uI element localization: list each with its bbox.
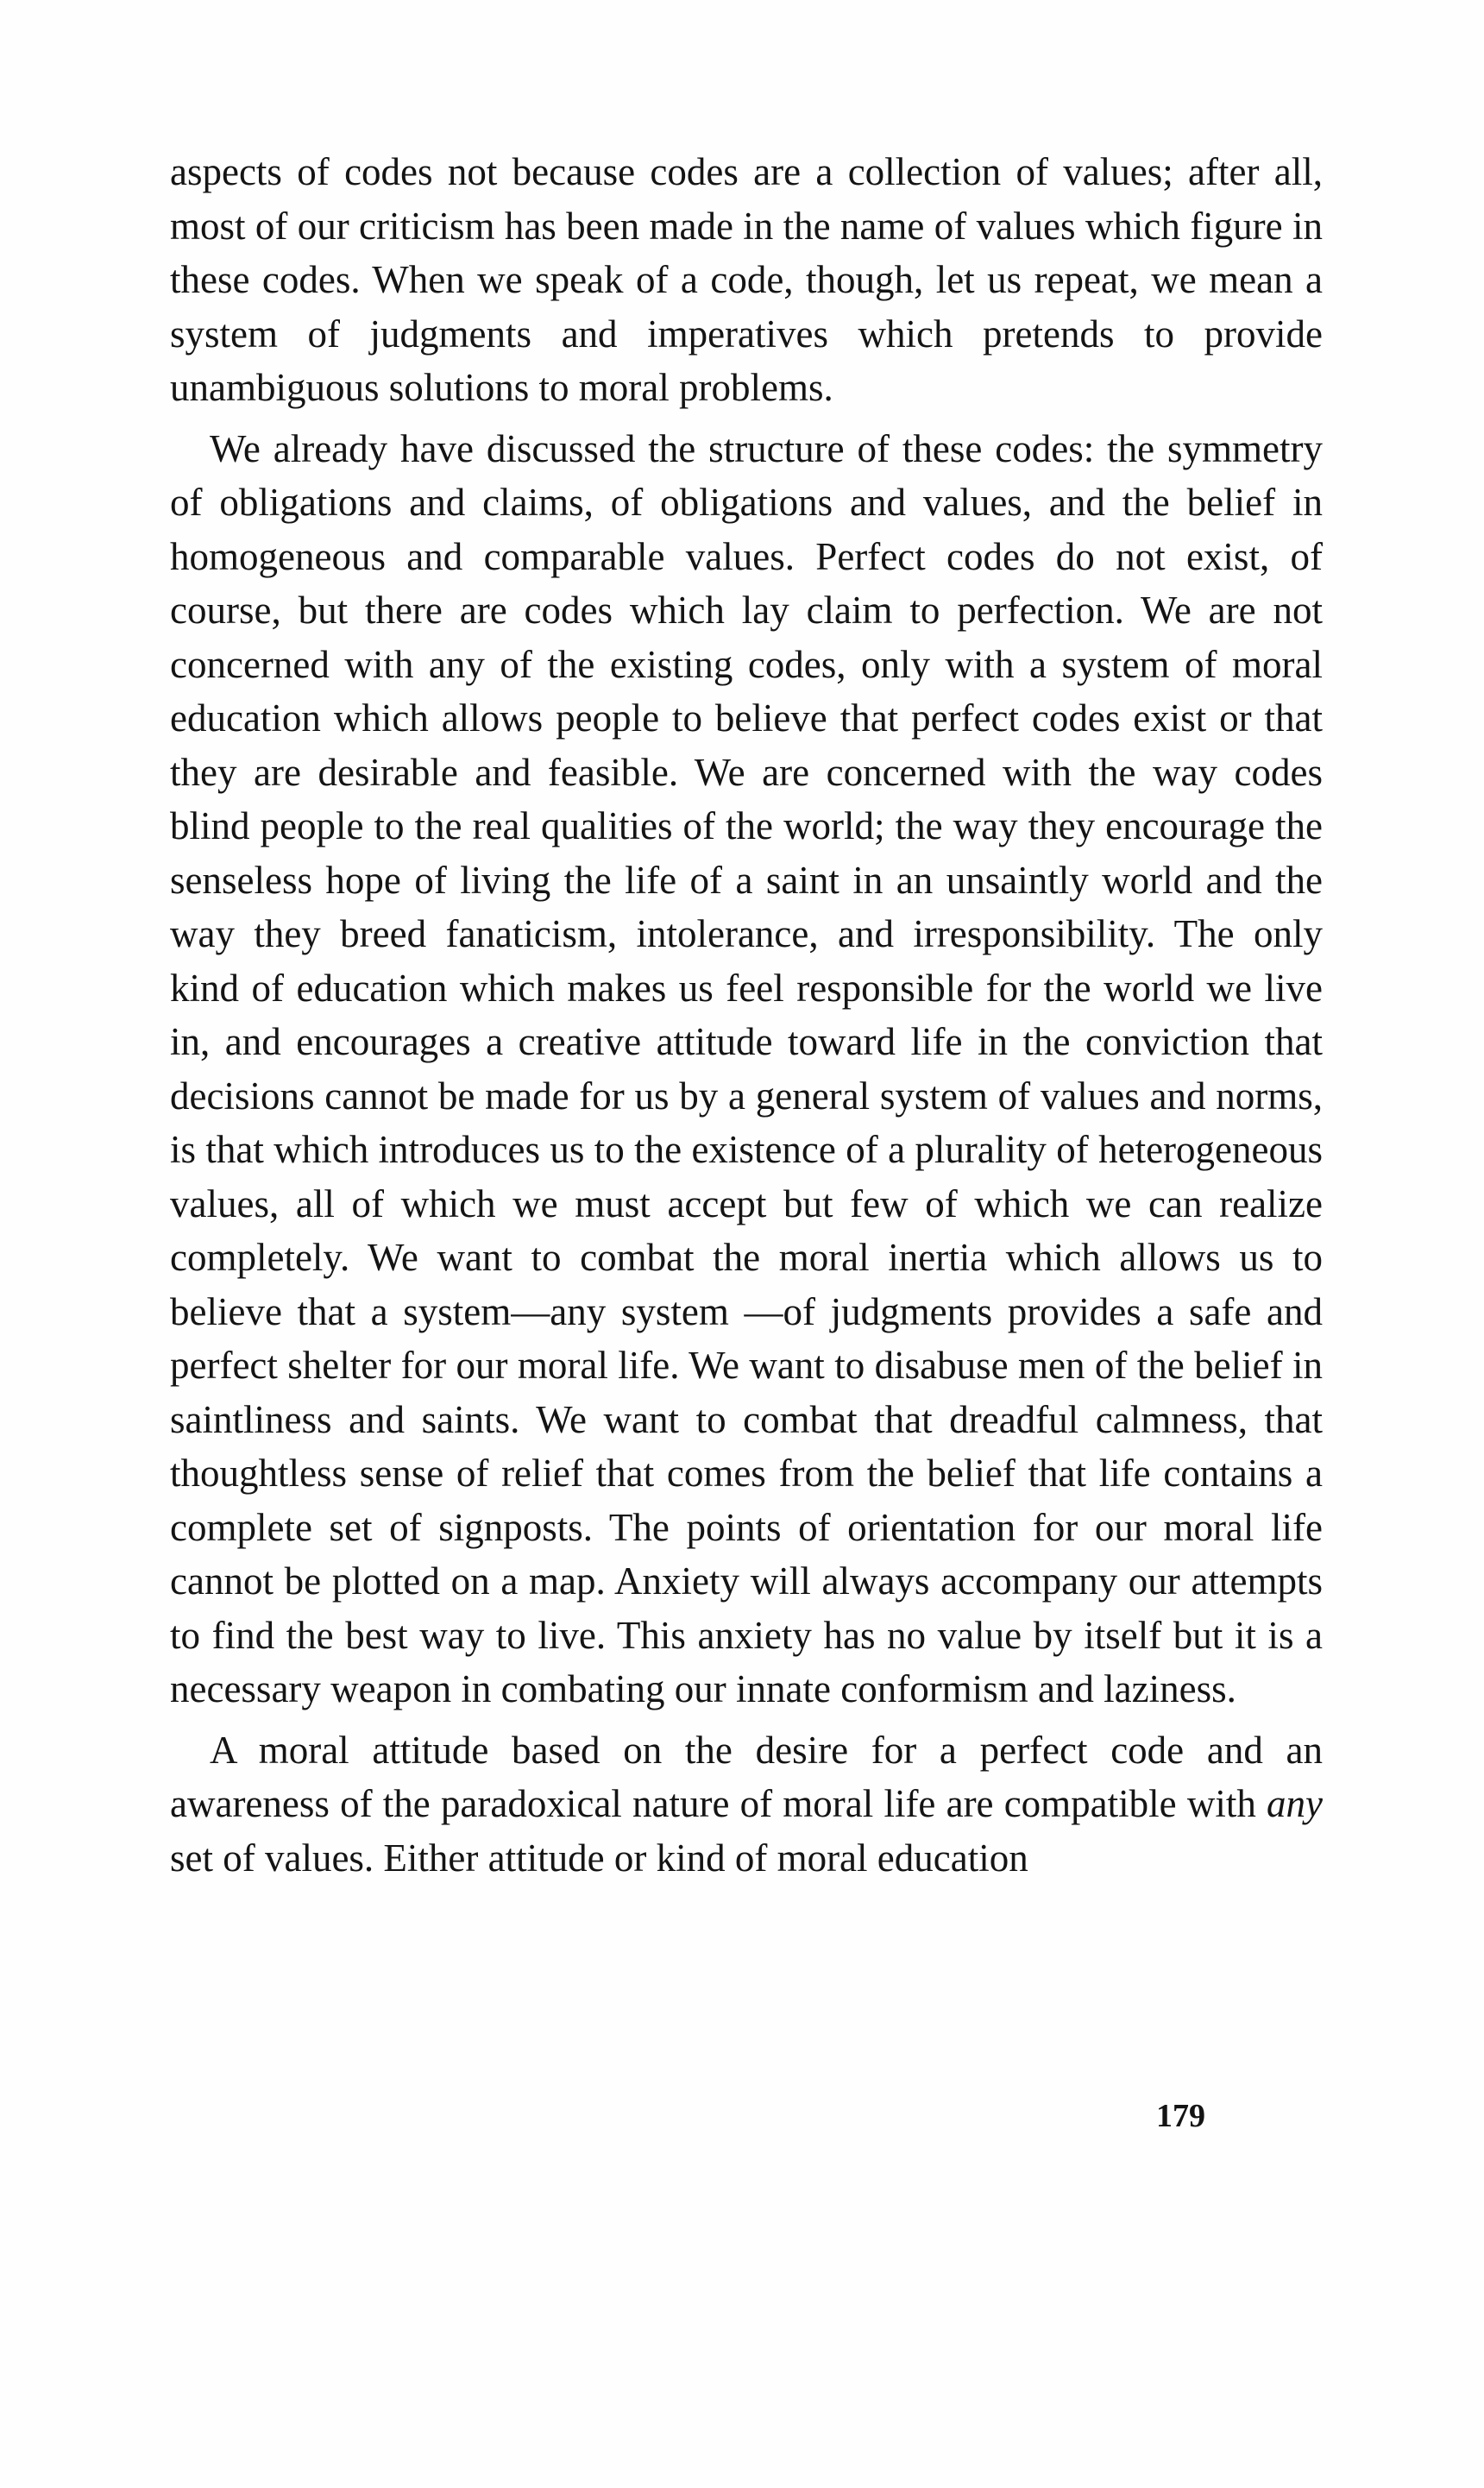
page-number: 179 [1156,2098,1205,2134]
paragraph [170,422,1323,1716]
paragraph [170,1723,1323,1886]
paragraph [170,145,1323,415]
italic-text: any [1267,1782,1323,1825]
body-text [170,145,1323,1885]
paragraph-text: aspects of codes not because codes are a collection of values; after all, most of our criticism has been made in the name of values which figure in these codes. When we speak of a code, though, let us repeat, we mean a system of judgments and imperatives which pretends to provide unambiguous solutions to moral problems. [170,150,1323,409]
paragraph-text: We already have discussed the structure of these codes: the symmetry of obligations and claims, of obligations and values, and the belief in homogeneous and comparable values. Perfect codes do not exist, of course, but there are codes which lay claim to perfection. We are not concerned with any of the existing codes, only with a system of moral education which allows people to believe that perfect codes exist or that they are desirable and feasible. We are concerned with the way codes blind people to the real qualities of the world; the way they encourage the senseless hope of living the life of a saint in an unsaintly world and the way they breed fanaticism, intolerance, and irresponsibility. The only kind of education which makes us feel responsible for the world we live in, and encourages a creative attitude toward life in the conviction that decisions cannot be made for us by a general system of values and norms, is that which introduces us to the existence of a plurality of heterogeneous values, all of which we must accept but few of which we can realize completely. We want to combat the moral inertia which allows us to believe that a system—any system —of judgments provides a safe and perfect shelter for our moral life. We want to disabuse men of the belief in saintliness and saints. We want to combat that dreadful calmness, that thoughtless sense of relief that comes from the belief that life contains a complete set of signposts. The points of orientation for our moral life cannot be plotted on a map. Anxiety will always accompany our attempts to find the best way to live. This anxiety has no value by itself but it is a necessary weapon in combating our innate conformism and laziness. [170,426,1323,1710]
paragraph-text: set of values. Either attitude or kind of moral education [170,1836,1028,1880]
paragraph-text: A moral attitude based on the desire for a perfect code and an awareness of the paradoxical nature of moral life are compatible with [170,1728,1323,1825]
